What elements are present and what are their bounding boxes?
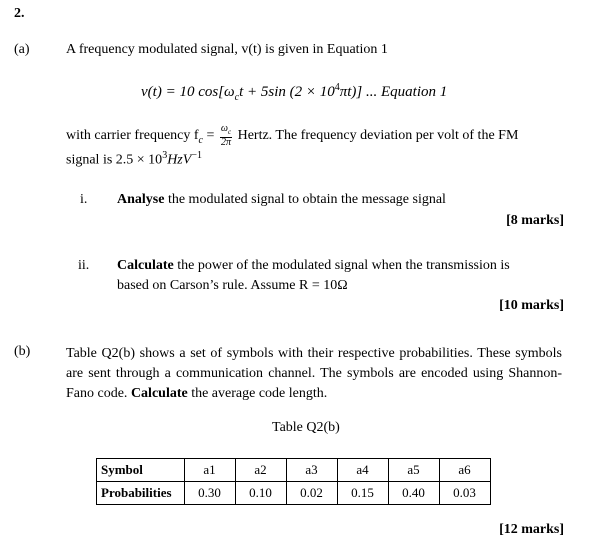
symbol-cell: a6 bbox=[439, 459, 490, 482]
fraction-omega-over-2pi: $\frac{\omega_c}{2\pi}$ bbox=[220, 123, 232, 148]
symbol-probability-table bbox=[96, 458, 491, 505]
probability-cell: 0.15 bbox=[337, 482, 388, 505]
carrier-frequency-line: with carrier frequency $f_c$ = $\frac{\omega_c}{2\pi}$ Hertz. The frequency deviation per volt of the FM bbox=[66, 123, 519, 148]
part-b-marks: [12 marks] bbox=[499, 522, 564, 537]
table-row-symbols bbox=[97, 459, 491, 482]
probability-cell: 0.03 bbox=[439, 482, 490, 505]
item-ii-marks: [10 marks] bbox=[499, 298, 564, 313]
symbol-cell: a1 bbox=[184, 459, 235, 482]
signal-deviation-line: signal is $2.5 \times 10^3HzV^{-1}$ bbox=[66, 150, 202, 168]
row-header-symbol: Symbol bbox=[97, 459, 185, 482]
symbol-cell: a3 bbox=[286, 459, 337, 482]
row-header-probabilities: Probabilities bbox=[97, 482, 185, 505]
probability-cell: 0.10 bbox=[235, 482, 286, 505]
probability-cell: 0.02 bbox=[286, 482, 337, 505]
part-b-label: (b) bbox=[14, 344, 31, 359]
part-b-paragraph: Table Q2(b) shows a set of symbols with their respective probabilities. These symbols are sent through a communication channel. The symbols are encoded using Shannon-Fano code. Calculate the average code length. bbox=[66, 346, 562, 401]
symbol-cell: a2 bbox=[235, 459, 286, 482]
item-ii-line2: based on Carson’s rule. Assume R = 10Ω bbox=[117, 278, 348, 293]
equation-1: v(t) = 10 $\cos[\omega_ct + 5\sin$ $(2 \times 10^4\pi t)$] ... Equation 1 bbox=[141, 82, 448, 103]
item-i-marks: [8 marks] bbox=[506, 213, 564, 228]
item-i-number: i. bbox=[80, 192, 88, 207]
item-ii-text: Calculate the power of the modulated signal when the transmission is bbox=[117, 258, 510, 273]
probability-cell: 0.40 bbox=[388, 482, 439, 505]
symbol-cell: a5 bbox=[388, 459, 439, 482]
symbol-cell: a4 bbox=[337, 459, 388, 482]
item-ii-number: ii. bbox=[78, 258, 90, 273]
table-row-probabilities bbox=[97, 482, 491, 505]
part-a-intro: A frequency modulated signal, v(t) is given in Equation 1 bbox=[66, 42, 388, 57]
table-caption: Table Q2(b) bbox=[272, 420, 340, 435]
item-i-text: Analyse the modulated signal to obtain the message signal bbox=[117, 192, 446, 207]
question-number: 2. bbox=[14, 6, 25, 21]
part-a-label: (a) bbox=[14, 42, 30, 57]
probability-cell: 0.30 bbox=[184, 482, 235, 505]
